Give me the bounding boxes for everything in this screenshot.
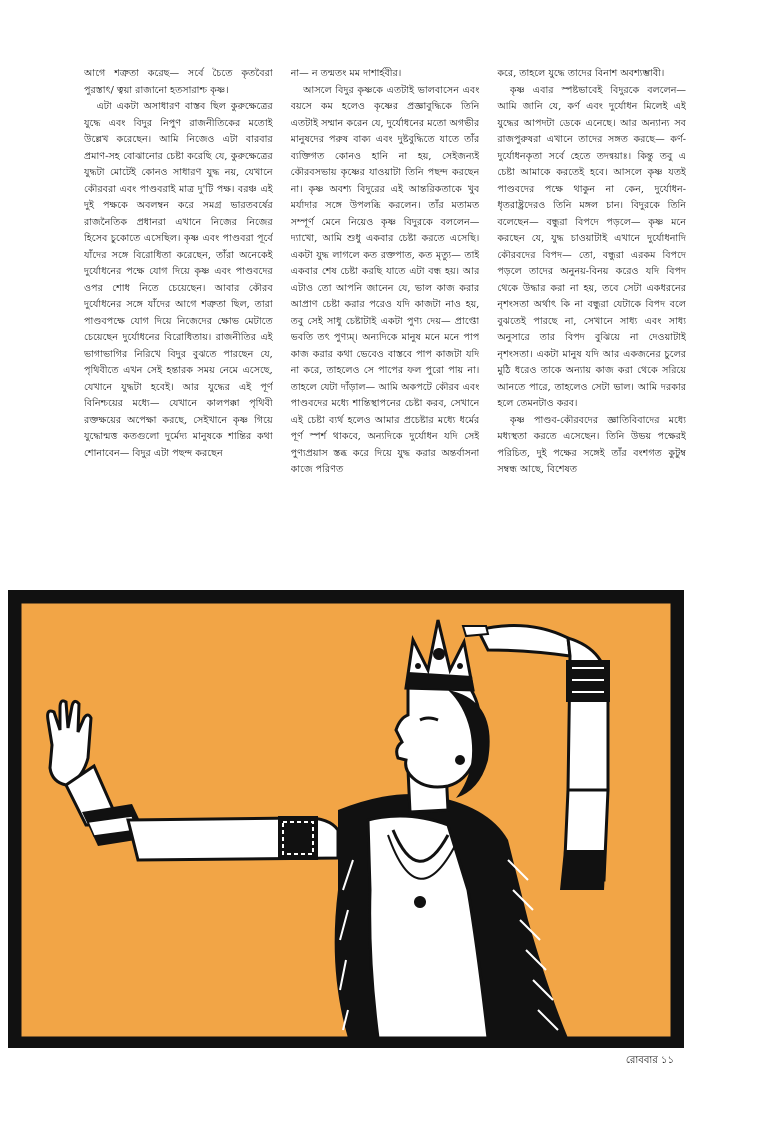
paragraph: করে, তাহলে যুদ্ধে তাদের বিনাশ অবশ্যম্ভাবী। [497,68,665,79]
paragraph: এটা একটা অসাধারণ বাস্তব ছিল কুরুক্ষেত্রের যুদ্ধে এবং বিদুর নিপুণ রাজনীতিকের মতোই উল্লেখ করেছেন। আমি নিজেও এটা বারবার প্রমাণ-সহ বোঝানোর চেষ্টা করেছি যে, কুরুক্ষেত্রের যুদ্ধটা মোটেই কোনও সাধারণ যুদ্ধ নয়, যেখানে কৌরবরা এবং পাণ্ডবরাই মাত্র দু'টি পক্ষ। বরঞ্চ এই দুই পক্ষকে অবলম্বন করে সমগ্র ভারতবর্ষের রাজনৈতিক প্রধানরা এখানে নিজের নিজের হিসেব চুকোতে এসেছিল। কৃষ্ণ এবং পাণ্ডবরা পূর্বে যাঁদের সঙ্গে বিরোধিতা করেছেন, তাঁরা অনেকেই দুর্যোধনের পক্ষে যোগ দিয়ে কৃষ্ণ এবং পাণ্ডবদের ওপর শোধ নিতে চেয়েছেন। আবার কৌরব দুর্যোধনের সঙ্গে যাঁদের আগে শত্রুতা ছিল, তারা পাণ্ডবপক্ষে যোগ দিয়ে নিজেদের ক্ষোভ মেটাতে চেয়েছেন দুর্যোধনের বিরোধিতায়। রাজনীতির এই ভাগাভাগির নিরিখে বিদুর বুঝতে পারছেন যে, পৃথিবীতে এখন সেই হন্তারক সময় নেমে এসেছে, যেখানে যুদ্ধটা হবেই। আর যুদ্ধের এই পূর্ণ বিনিশ্চয়ের মধ্যে— যেখানে কালপক্কা পৃথিবী রক্তক্ষয়ের অপেক্ষা করছে, সেইখানে কৃষ্ণ গিয়ে যুদ্ধোন্মত্ত কতগুলো দুর্মেদ্য মানুষকে শান্তির কথা শোনাবেন— বিদুর এটা পছন্দ করছেন [84,101,273,459]
article-column-1 [84,66,273,586]
paragraph: আগে শত্রুতা করেছ— সর্বে চৈতে কৃতবৈরা পুরস্তাৎ/ ত্বয়া রাজানো হতসারাশ্চ কৃষ্ণ। [84,68,273,96]
article-columns [84,66,686,586]
paragraph: আসলে বিদুর কৃষ্ণকে এতটাই ভালবাসেন এবং বয়সে কম হলেও কৃষ্ণের প্রজ্ঞাবুদ্ধিকে তিনি এতটাই সম্মান করেন যে, দুর্যোধনের মতো অগভীর মানুষদের পরুষ বাক্য এবং দুষ্টবুদ্ধিতে যাতে তাঁর ব্যক্তিগত কোনও হানি না হয়, সেইজন্যই কৌরবসভায় কৃষ্ণের যাওয়াটা তিনি পছন্দ করছেন না। কৃষ্ণ অবশ্য বিদুরের এই আন্তরিকতাকে খুব মর্যাদার সঙ্গে উপলব্ধি করলেন। তাঁর মতামত সম্পূর্ণ মেনে নিয়েও কৃষ্ণ বিদুরকে বললেন— দ্যাখো, আমি শুধু একবার চেষ্টা করতে এসেছি। একটা যুদ্ধ লাগলে কত রক্তপাত, কত মৃত্যু— তাই একবার শেষ চেষ্টা করছি যাতে এটা বন্ধ হয়। আর এটাও তো আপনি জানেন যে, ভাল কাজ করার আপ্রাণ চেষ্টা করার পরেও যদি কাজটা নাও হয়, তবু সেই সাধু চেষ্টাটাই একটা পুণ্য দেয়— প্রাপ্তো ভবতি তৎ পুণ্যম্। অন্যদিকে মানুষ মনে মনে পাপ কাজ করার কথা ভেবেও বাস্তবে পাপ কাজটা যদি না করে, তাহলেও সে পাপের ফল পুরো পায় না। তাহলে যেটা দাঁড়াল— আমি অকপটে কৌরব এবং পাণ্ডবদের মধ্যে শান্তিস্থাপনের চেষ্টা করব, সেখানে এই চেষ্টা ব্যর্থ হলেও আমার প্রচেষ্টার মধ্যে ধর্মের পূর্ণ স্পর্শ থাকবে, অন্যদিকে দুর্যোধন যদি সেই পুণ্যপ্রয়াস স্তব্ধ করে দিয়ে যুদ্ধ করার অন্তর্বাসনা কাজে পরিণত [290,84,480,475]
paragraph: কৃষ্ণ এবার স্পষ্টভাবেই বিদুরকে বললেন— আমি জানি যে, কর্ণ এবং দুর্যোধন মিলেই এই যুদ্ধের আপদটা ডেকে এনেছে। আর অন্যান্য সব রাজপুরুষরা এখানে তাদের সঙ্গত করছে— কর্ণ-দুর্যোধনকৃতা সর্বে হেতে তদন্বয়াঃ। কিন্তু তবু এ চেষ্টা আমাকে করতেই হবে। আসলে কৃষ্ণ যতই পাণ্ডবদের পক্ষে থাকুন না কেন, দুর্যোধন-ধৃতরাষ্ট্রদেরও তিনি মঙ্গল চান। বিদুরকে তিনি বলেছেন— বন্ধুরা বিপদে পড়লে— কৃষ্ণ মনে করছেন যে, যুদ্ধ চাওয়াটাই এখানে দুর্যোধনাদি কৌরবদের বিপদ— তো, বন্ধুরা এরকম বিপদে পড়লে তাদের অনুনয়-বিনয় করেও যদি বিপদ থেকে উদ্ধার করা না হয়, তবে সেটা একধরনের নৃশংসতা অর্থাৎ কি না বন্ধুরা যেটাকে বিপদ বলে বুঝতেই পারছে না, সেখানে সাধ্য এবং সাধ্য অনুসারে তার বিপদ বুঝিয়ে না দেওয়াটাই নৃশংসতা। একটা মানুষ যদি আর একজনের চুলের মুঠি ধরেও তাকে অন্যায় কাজ করা থেকে সরিয়ে আনতে পারে, তাহলেও সেটা ভাল। আমি দরকার হলে তেমনটাও করব। [497,84,687,409]
krishna-illustration [8,590,684,1048]
page-footer: রোববার ১১ [625,1055,674,1066]
paragraph: কৃষ্ণ পাণ্ডব-কৌরবদের জ্ঞাতিবিবাদের মধ্যে মধ্যস্থতা করতে এসেছেন। তিনি উভয় পক্ষেরই পরিচিত, দুই পক্ষের সঙ্গেই তাঁর বংশগত কুটুম্ব সম্বন্ধ আছে, বিশেষত [497,414,687,475]
article-column-3 [497,66,686,586]
paragraph: না— ন তন্মতং মম দাশার্হবীর। [290,68,402,79]
article-column-2 [291,66,480,586]
